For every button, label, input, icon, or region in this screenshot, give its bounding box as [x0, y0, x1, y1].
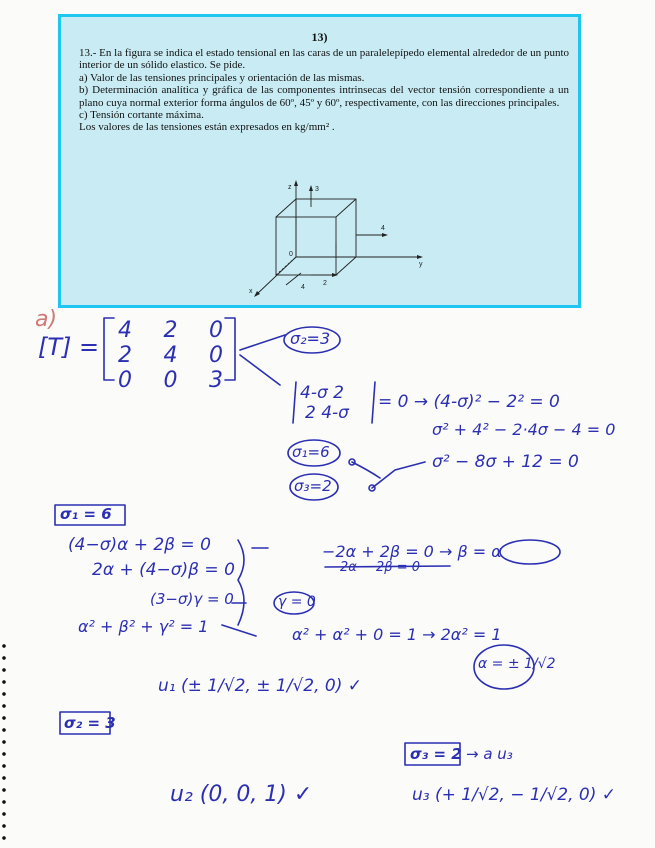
matrix-cell: 3	[209, 368, 223, 393]
eigenvector-u1: u₁ (± 1/√2, ± 1/√2, 0) ✓	[158, 676, 363, 696]
sigma1-circled: σ₁=6	[292, 443, 330, 461]
system-equation-1: (4−σ)α + 2β = 0	[68, 535, 211, 555]
stress-label-3: 3	[315, 186, 319, 193]
expanded-equation: σ² + 4² − 2·4σ − 4 = 0	[432, 420, 616, 439]
stress-matrix	[118, 318, 223, 393]
axis-label-y: y	[419, 261, 423, 268]
substitution-2-crossed: 2α − 2β = 0	[340, 560, 420, 575]
eigenvector-u2: u₂ (0, 0, 1) ✓	[170, 782, 313, 807]
normalization-substituted: α² + α² + 0 = 1 → 2α² = 1	[292, 625, 502, 644]
problem-line-units: Los valores de las tensiones están expresados en kg/mm² .	[79, 121, 335, 134]
part-a-label: a)	[35, 307, 58, 332]
origin-label: 0	[289, 251, 293, 258]
matrix-cell: 0	[163, 368, 178, 393]
determinant-row-2: 2 4-σ	[305, 403, 349, 423]
stress-label-2: 2	[323, 280, 327, 287]
problem-number: 13)	[311, 30, 328, 44]
problem-line-c: c) Tensión cortante máxima.	[79, 109, 204, 122]
sigma2-boxed: σ₂ = 3	[64, 714, 116, 732]
normalization-equation: α² + β² + γ² = 1	[78, 617, 209, 636]
sigma1-boxed: σ₁ = 6	[60, 505, 112, 523]
tensor-name: [T] =	[38, 333, 100, 361]
quadratic-equation: σ² − 8σ + 12 = 0	[432, 452, 579, 472]
sigma3-circled: σ₃=2	[294, 477, 332, 495]
matrix-cell: 2	[118, 343, 132, 368]
axis-label-z: z	[288, 184, 292, 191]
determinant-row-1: 4-σ 2	[300, 383, 344, 403]
system-equation-2: 2α + (4−σ)β = 0	[92, 560, 235, 580]
stress-label-4-front: 4	[301, 284, 305, 291]
problem-line-b: b) Determinación analítica y gráfica de las componentes intrinsecas del vector tensión correspondiente a un plano cuya normal exterior forma ángulos de 60º, 45º y 60º, respectivamente, con las direcciones principales.	[79, 84, 569, 109]
sigma3-tail: → a u₃	[466, 745, 513, 763]
stress-label-4-right: 4	[381, 225, 385, 232]
eigenvector-u3: u₃ (+ 1/√2, − 1/√2, 0) ✓	[412, 785, 617, 805]
alpha-result: α = ± 1/√2	[478, 656, 556, 672]
determinant-equation: = 0 → (4-σ)² − 2² = 0	[378, 392, 560, 412]
problem-line-intro: 13.- En la figura se indica el estado tensional en las caras de un paralelepípedo elemental alrededor de un punto interior de un sólido elastico. Se pide.	[79, 47, 569, 72]
matrix-cell: 0	[118, 368, 132, 393]
matrix-cell: 4	[163, 343, 178, 368]
matrix-row-1	[118, 318, 223, 343]
matrix-row-2	[118, 343, 223, 368]
matrix-cell: 2	[163, 318, 178, 343]
matrix-cell: 0	[209, 318, 223, 343]
sigma3-boxed: σ₃ = 2	[410, 745, 462, 763]
axis-label-x: x	[249, 288, 253, 295]
matrix-cell: 4	[118, 318, 132, 343]
matrix-cell: 0	[209, 343, 223, 368]
system-equation-3: (3−σ)γ = 0	[150, 590, 234, 608]
gamma-result: γ = 0	[278, 594, 316, 610]
sigma2-circled: σ₂=3	[290, 329, 331, 348]
problem-line-a: a) Valor de las tensiones principales y orientación de las mismas.	[79, 71, 365, 84]
matrix-row-3	[118, 368, 223, 393]
substitution-1: −2α + 2β = 0 → β = α	[322, 542, 502, 561]
